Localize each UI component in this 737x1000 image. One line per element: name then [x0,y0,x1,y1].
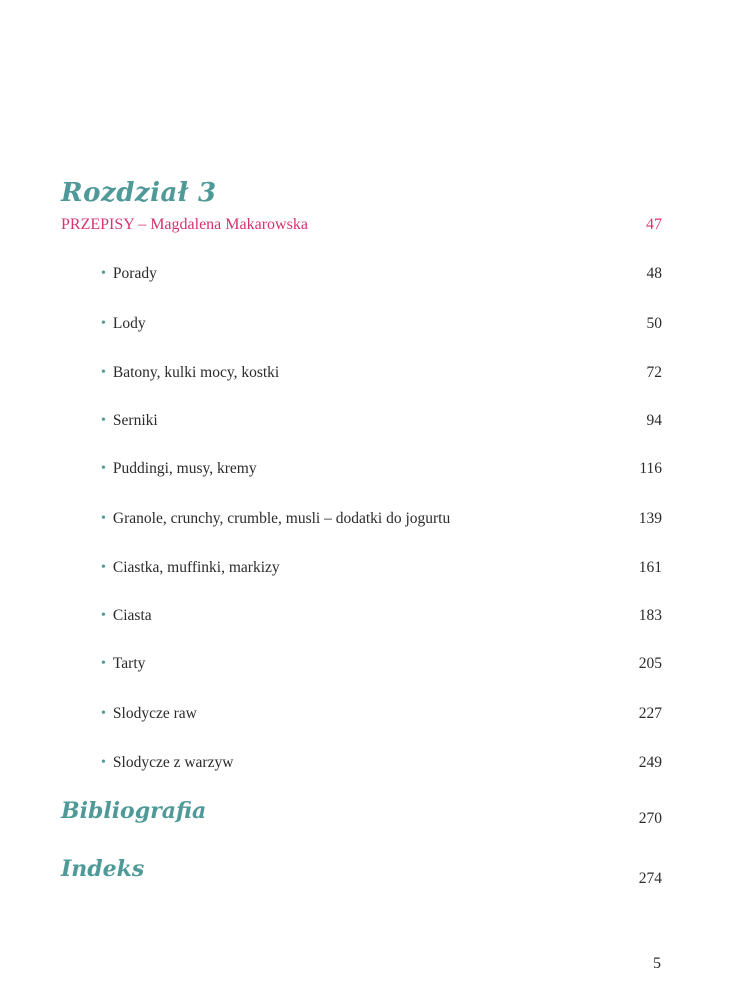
chapter-title: Rozdział 3 [61,178,217,208]
toc-label: Slodycze z warzyw [112,754,234,771]
bibliography-page-number: 270 [638,810,662,827]
bullet-icon: • [101,706,106,721]
section-page-number: 47 [646,216,662,233]
bullet-icon: • [101,413,106,428]
toc-item-slodycze-z-warzyw [101,754,233,772]
toc-page-number: 48 [646,265,662,282]
page-folio: 5 [653,955,661,972]
toc-page-number: 116 [639,460,662,477]
bullet-icon: • [101,608,106,623]
toc-item-tarty [101,655,145,673]
toc-label: Ciastka, muffinki, markizy [112,559,280,576]
bullet-icon: • [101,560,106,575]
toc-label: Porady [112,265,157,282]
bullet-icon: • [101,755,106,770]
bullet-icon: • [101,511,106,526]
toc-item-lody [101,315,146,333]
toc-page-number: 205 [638,655,662,672]
toc-item-slodycze-raw [101,705,197,723]
bullet-icon: • [101,316,106,331]
toc-label: Tarty [112,655,146,672]
toc-page-number: 183 [638,607,662,624]
bullet-icon: • [101,656,106,671]
toc-page-number: 94 [646,412,662,429]
index-heading: Indeks [61,856,145,882]
toc-label: Lody [112,315,146,332]
toc-item-puddingi [101,460,257,478]
toc-item-batony [101,364,279,382]
toc-page-number: 161 [638,559,662,576]
toc-page-number: 50 [646,315,662,332]
toc-label: Slodycze raw [112,705,197,722]
toc-item-ciastka [101,559,280,577]
toc-page-number: 227 [638,705,662,722]
toc-label: Granole, crunchy, crumble, musli – dodatki do jogurtu [112,510,451,527]
toc-label: Serniki [112,412,158,429]
bibliography-heading: Bibliografia [61,798,207,824]
toc-item-ciasta [101,607,152,625]
index-page-number: 274 [638,870,662,887]
toc-page-number: 249 [638,754,662,771]
toc-page-number: 72 [646,364,662,381]
bullet-icon: • [101,461,106,476]
toc-item-granole [101,510,450,528]
bullet-icon: • [101,266,106,281]
toc-page-number: 139 [638,510,662,527]
toc-item-porady [101,265,157,283]
bullet-icon: • [101,365,106,380]
toc-label: Ciasta [112,607,152,624]
toc-label: Puddingi, musy, kremy [112,460,257,477]
section-title: PRZEPISY – Magdalena Makarowska [61,216,308,233]
toc-label: Batony, kulki mocy, kostki [112,364,280,381]
toc-item-serniki [101,412,158,430]
